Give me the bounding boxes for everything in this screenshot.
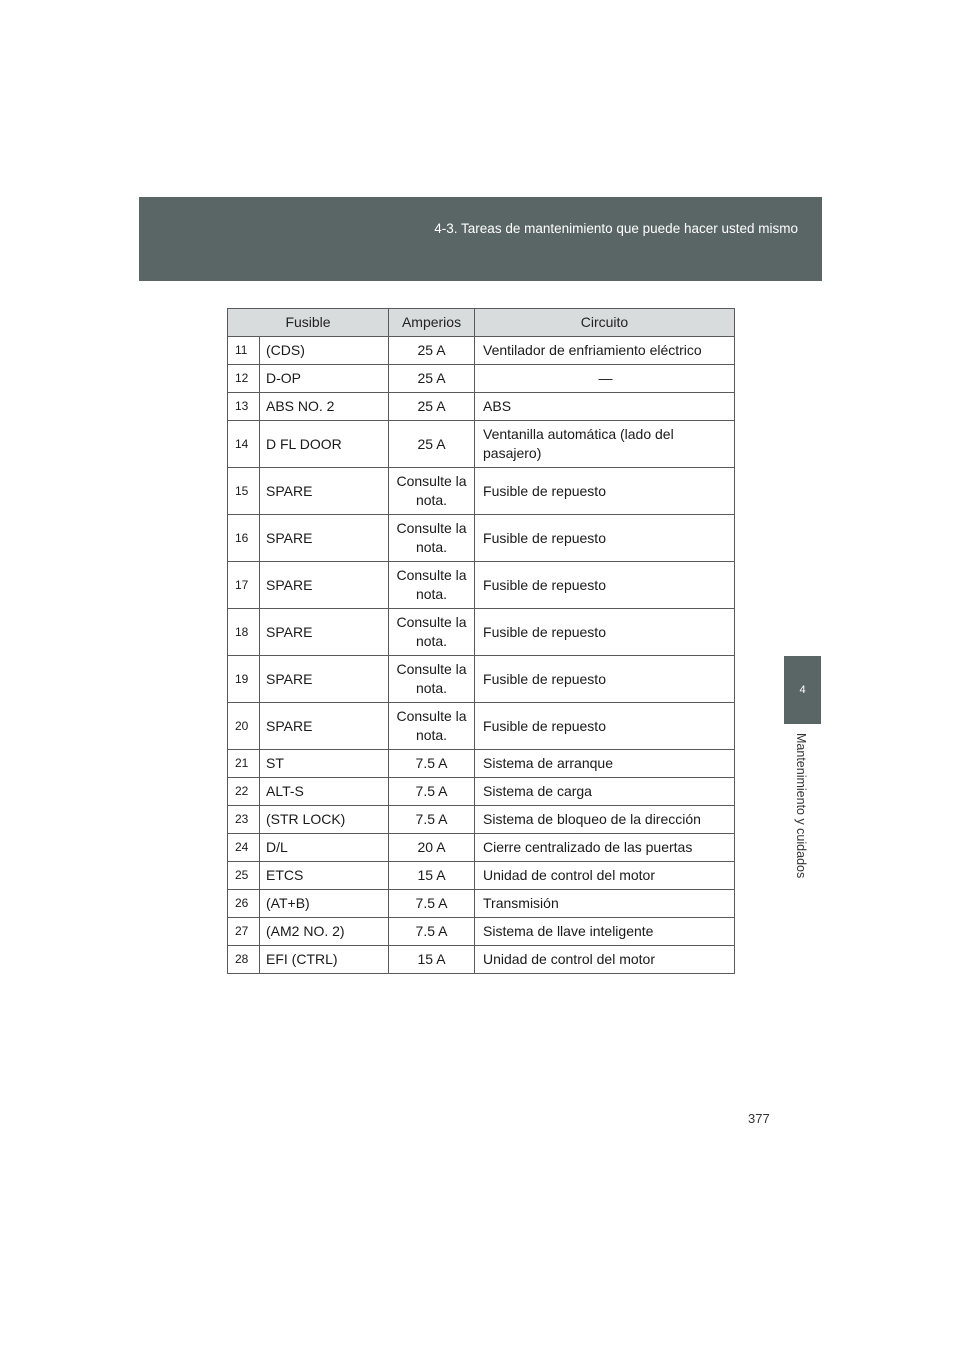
fuse-amperage: 20 A [389,834,475,862]
fuse-number: 11 [228,337,260,365]
fuse-table [227,308,735,974]
chapter-title: Mantenimiento y cuidados [794,733,808,879]
fuse-circuit: Ventilador de enfriamiento eléctrico [475,337,735,365]
section-title: 4-3. Tareas de mantenimiento que puede hacer usted mismo [434,221,798,236]
fuse-circuit: Sistema de bloqueo de la dirección [475,806,735,834]
chapter-number: 4 [799,684,806,696]
fuse-circuit: Fusible de repuesto [475,515,735,562]
fuse-circuit: Ventanilla automática (lado del pasajero) [475,421,735,468]
fuse-circuit: Fusible de repuesto [475,656,735,703]
table-row [228,806,735,834]
fuse-circuit: Fusible de repuesto [475,562,735,609]
table-row [228,862,735,890]
fuse-name: SPARE [260,515,389,562]
fuse-amperage: 7.5 A [389,750,475,778]
fuse-amperage: Consulte la nota. [389,468,475,515]
fuse-amperage: Consulte la nota. [389,562,475,609]
fuse-name: SPARE [260,562,389,609]
fuse-amperage: 25 A [389,393,475,421]
table-row [228,703,735,750]
table-row [228,609,735,656]
fuse-number: 17 [228,562,260,609]
fuse-number: 22 [228,778,260,806]
table-body [228,337,735,974]
fuse-amperage: Consulte la nota. [389,609,475,656]
fuse-name: (CDS) [260,337,389,365]
fuse-name: D/L [260,834,389,862]
fuse-name: ST [260,750,389,778]
fuse-number: 12 [228,365,260,393]
fuse-circuit: Sistema de arranque [475,750,735,778]
table-row [228,337,735,365]
header-amps: Amperios [389,309,475,337]
fuse-circuit: Cierre centralizado de las puertas [475,834,735,862]
fuse-circuit: Transmisión [475,890,735,918]
fuse-circuit: — [475,365,735,393]
fuse-name: SPARE [260,656,389,703]
fuse-name: D FL DOOR [260,421,389,468]
table-row [228,834,735,862]
fuse-number: 28 [228,946,260,974]
table-row [228,562,735,609]
table-row [228,421,735,468]
fuse-name: SPARE [260,468,389,515]
fuse-number: 20 [228,703,260,750]
fuse-name: ETCS [260,862,389,890]
fuse-number: 19 [228,656,260,703]
fuse-number: 18 [228,609,260,656]
fuse-amperage: 15 A [389,862,475,890]
header-fuse: Fusible [228,309,389,337]
fuse-amperage: Consulte la nota. [389,703,475,750]
table-row [228,918,735,946]
fuse-name: EFI (CTRL) [260,946,389,974]
fuse-name: (AT+B) [260,890,389,918]
fuse-amperage: Consulte la nota. [389,515,475,562]
fuse-circuit: Unidad de control del motor [475,946,735,974]
fuse-amperage: 25 A [389,421,475,468]
fuse-number: 23 [228,806,260,834]
fuse-name: ALT-S [260,778,389,806]
fuse-amperage: 7.5 A [389,918,475,946]
fuse-name: SPARE [260,609,389,656]
fuse-amperage: 25 A [389,337,475,365]
header-circuit: Circuito [475,309,735,337]
table-row [228,515,735,562]
fuse-number: 15 [228,468,260,515]
fuse-amperage: 7.5 A [389,778,475,806]
section-header-band [139,197,822,281]
fuse-number: 14 [228,421,260,468]
table-row [228,778,735,806]
fuse-circuit: Fusible de repuesto [475,468,735,515]
fuse-circuit: Sistema de carga [475,778,735,806]
table-row [228,750,735,778]
fuse-name: D-OP [260,365,389,393]
fuse-number: 26 [228,890,260,918]
fuse-amperage: 25 A [389,365,475,393]
fuse-circuit: Unidad de control del motor [475,862,735,890]
fuse-name: SPARE [260,703,389,750]
fuse-name: ABS NO. 2 [260,393,389,421]
chapter-tab [784,656,821,724]
table-row [228,393,735,421]
fuse-number: 21 [228,750,260,778]
table-row [228,656,735,703]
fuse-amperage: Consulte la nota. [389,656,475,703]
fuse-amperage: 7.5 A [389,890,475,918]
fuse-circuit: ABS [475,393,735,421]
fuse-number: 24 [228,834,260,862]
fuse-amperage: 7.5 A [389,806,475,834]
table-row [228,468,735,515]
fuse-circuit: Fusible de repuesto [475,703,735,750]
page-number: 377 [748,1111,770,1126]
fuse-number: 25 [228,862,260,890]
fuse-number: 27 [228,918,260,946]
table-row [228,946,735,974]
fuse-name: (STR LOCK) [260,806,389,834]
table-header-row [228,309,735,337]
fuse-circuit: Fusible de repuesto [475,609,735,656]
table-row [228,365,735,393]
fuse-number: 16 [228,515,260,562]
fuse-circuit: Sistema de llave inteligente [475,918,735,946]
fuse-number: 13 [228,393,260,421]
table-row [228,890,735,918]
fuse-name: (AM2 NO. 2) [260,918,389,946]
fuse-amperage: 15 A [389,946,475,974]
